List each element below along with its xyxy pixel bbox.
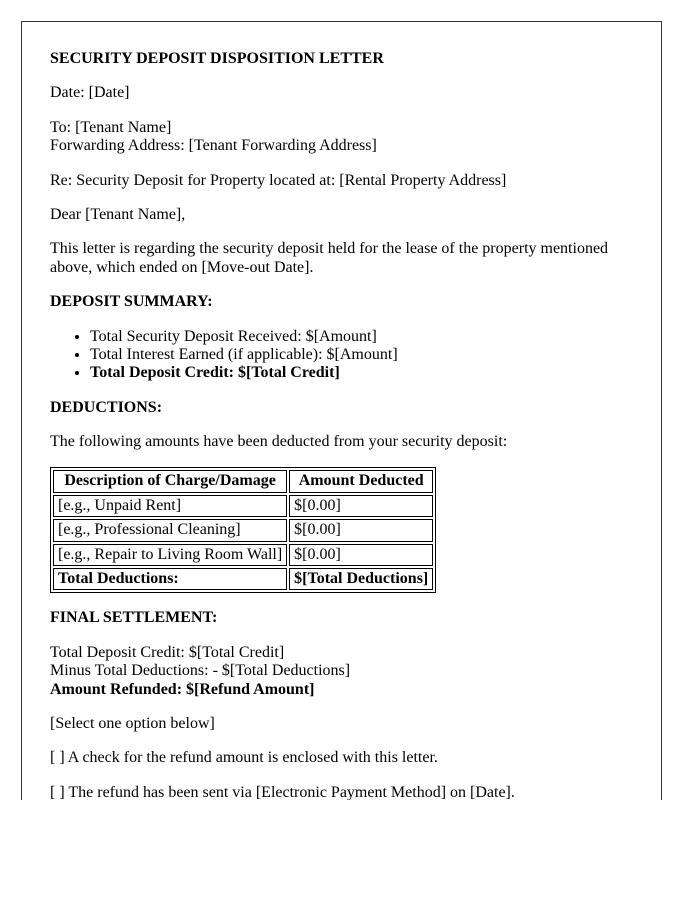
deposit-summary-heading: DEPOSIT SUMMARY: bbox=[50, 293, 213, 311]
cell-description: [e.g., Professional Cleaning] bbox=[53, 519, 287, 541]
deductions-heading: DEDUCTIONS: bbox=[50, 398, 163, 416]
column-header-description: Description of Charge/Damage bbox=[53, 470, 287, 492]
date-line: Date: [Date] bbox=[50, 84, 130, 102]
cell-description: [e.g., Repair to Living Room Wall] bbox=[53, 544, 287, 566]
letter-document bbox=[21, 21, 662, 800]
table-row bbox=[53, 495, 433, 517]
recipient-block bbox=[50, 119, 631, 156]
list-item: • Total Interest Earned (if applicable): $[Amount] bbox=[90, 346, 631, 364]
salutation: Dear [Tenant Name], bbox=[50, 205, 186, 223]
cell-amount: $[0.00] bbox=[289, 495, 433, 517]
cell-amount: $[0.00] bbox=[289, 519, 433, 541]
select-option-note: [Select one option below] bbox=[50, 714, 215, 732]
refund-option-electronic: [ ] The refund has been sent via [Electronic Payment Method] on [Date]. bbox=[50, 783, 515, 800]
cell-total-amount: $[Total Deductions] bbox=[289, 568, 433, 590]
total-credit-line: Total Deposit Credit: $[Total Credit] bbox=[50, 643, 285, 661]
deductions-intro: The following amounts have been deducted from your security deposit: bbox=[50, 433, 508, 451]
table-row bbox=[53, 544, 433, 566]
cell-amount: $[0.00] bbox=[289, 544, 433, 566]
refund-option-check: [ ] A check for the refund amount is enclosed with this letter. bbox=[50, 749, 438, 767]
cell-total-label: Total Deductions: bbox=[53, 568, 287, 590]
deductions-table bbox=[50, 467, 436, 593]
settlement-block bbox=[50, 644, 631, 699]
to-line: To: [Tenant Name] bbox=[50, 118, 172, 136]
column-header-amount: Amount Deducted bbox=[289, 470, 433, 492]
cell-description: [e.g., Unpaid Rent] bbox=[53, 495, 287, 517]
minus-deductions-line: Minus Total Deductions: - $[Total Deductions] bbox=[50, 662, 351, 680]
table-row bbox=[53, 519, 433, 541]
list-item: • Total Deposit Credit: $[Total Credit] bbox=[90, 364, 631, 382]
deposit-summary-list bbox=[50, 328, 631, 383]
table-header-row bbox=[53, 470, 433, 492]
list-item: • Total Security Deposit Received: $[Amount] bbox=[90, 328, 631, 346]
table-row-total bbox=[53, 568, 433, 590]
amount-refunded-line: Amount Refunded: $[Refund Amount] bbox=[50, 680, 315, 698]
final-settlement-heading: FINAL SETTLEMENT: bbox=[50, 609, 218, 627]
intro-paragraph: This letter is regarding the security deposit held for the lease of the property mentioned above, which ended on [Move-out Date]. bbox=[50, 240, 609, 276]
re-line: Re: Security Deposit for Property located at: [Rental Property Address] bbox=[50, 171, 507, 189]
document-title: SECURITY DEPOSIT DISPOSITION LETTER bbox=[50, 50, 384, 67]
forwarding-address-line: Forwarding Address: [Tenant Forwarding Address] bbox=[50, 137, 377, 155]
